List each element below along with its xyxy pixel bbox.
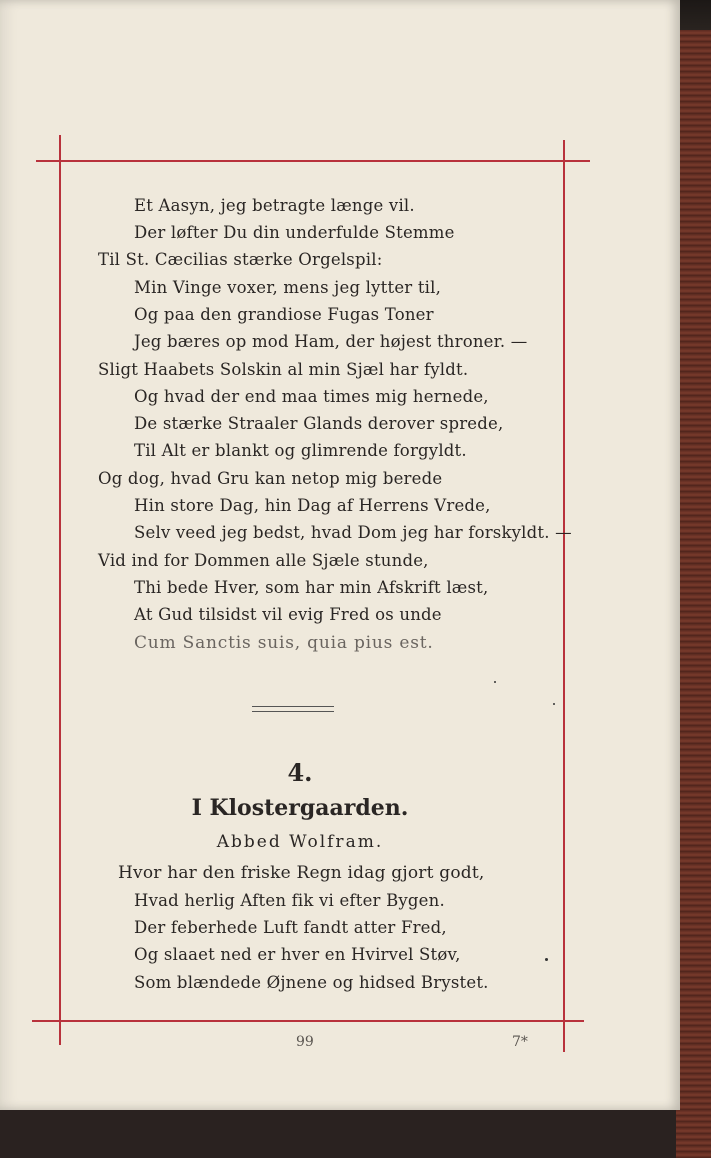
poem-line: Min Vinge voxer, mens jeg lytter til, [134,278,442,297]
poem-line: Jeg bæres op mod Ham, der højest throner. — [134,332,528,351]
poem-line-latin: Cum Sanctis suis, quia pius est. [134,633,434,653]
paper-speck [494,681,496,683]
poem-line: Til St. Cæcilias stærke Orgelspil: [98,250,383,269]
poem-line: At Gud tilsidst vil evig Fred os unde [134,605,442,624]
poem-line: Et Aasyn, jeg betragte længe vil. [134,196,415,215]
section-divider [252,706,334,712]
border-top-rule [36,160,590,162]
section-number: 4. [287,758,313,787]
poem-line: Thi bede Hver, som har min Afskrift læst, [134,578,489,597]
poem-line: Til Alt er blankt og glimrende forgyldt. [134,441,467,460]
border-bottom-rule [32,1020,584,1022]
poem-line: Sligt Haabets Solskin al min Sjæl har fyldt. [98,360,469,379]
section-title: I Klostergaarden. [191,795,409,821]
poem-line: Vid ind for Dommen alle Sjæle stunde, [98,551,429,570]
paper-speck [545,958,548,961]
poem-line: Hin store Dag, hin Dag af Herrens Vrede, [134,496,491,515]
section-line: Der feberhede Luft fandt atter Fred, [134,918,447,937]
poem-line: Der løfter Du din underfulde Stemme [134,223,455,242]
poem-line: Og paa den grandiose Fugas Toner [134,305,434,324]
signature-mark: 7* [512,1034,528,1050]
poem-line: Selv veed jeg bedst, hvad Dom jeg har forskyldt. — [134,523,572,542]
book-spine-edge [676,30,711,1158]
section-line: Hvor har den friske Regn idag gjort godt, [118,863,485,883]
speaker-name: Abbed Wolfram. [216,832,384,852]
poem-line: De stærke Straaler Glands derover sprede, [134,414,504,433]
section-line: Som blændede Øjnene og hidsed Brystet. [134,973,489,992]
paper-speck [553,703,555,705]
poem-line: Og hvad der end maa times mig hernede, [134,387,489,406]
page-number: 99 [296,1034,314,1050]
section-line: Hvad herlig Aften fik vi efter Bygen. [134,891,445,910]
border-right-rule [563,140,565,1052]
poem-line: Og dog, hvad Gru kan netop mig berede [98,469,443,488]
border-left-rule [59,135,61,1045]
section-line: Og slaaet ned er hver en Hvirvel Støv, [134,945,461,964]
